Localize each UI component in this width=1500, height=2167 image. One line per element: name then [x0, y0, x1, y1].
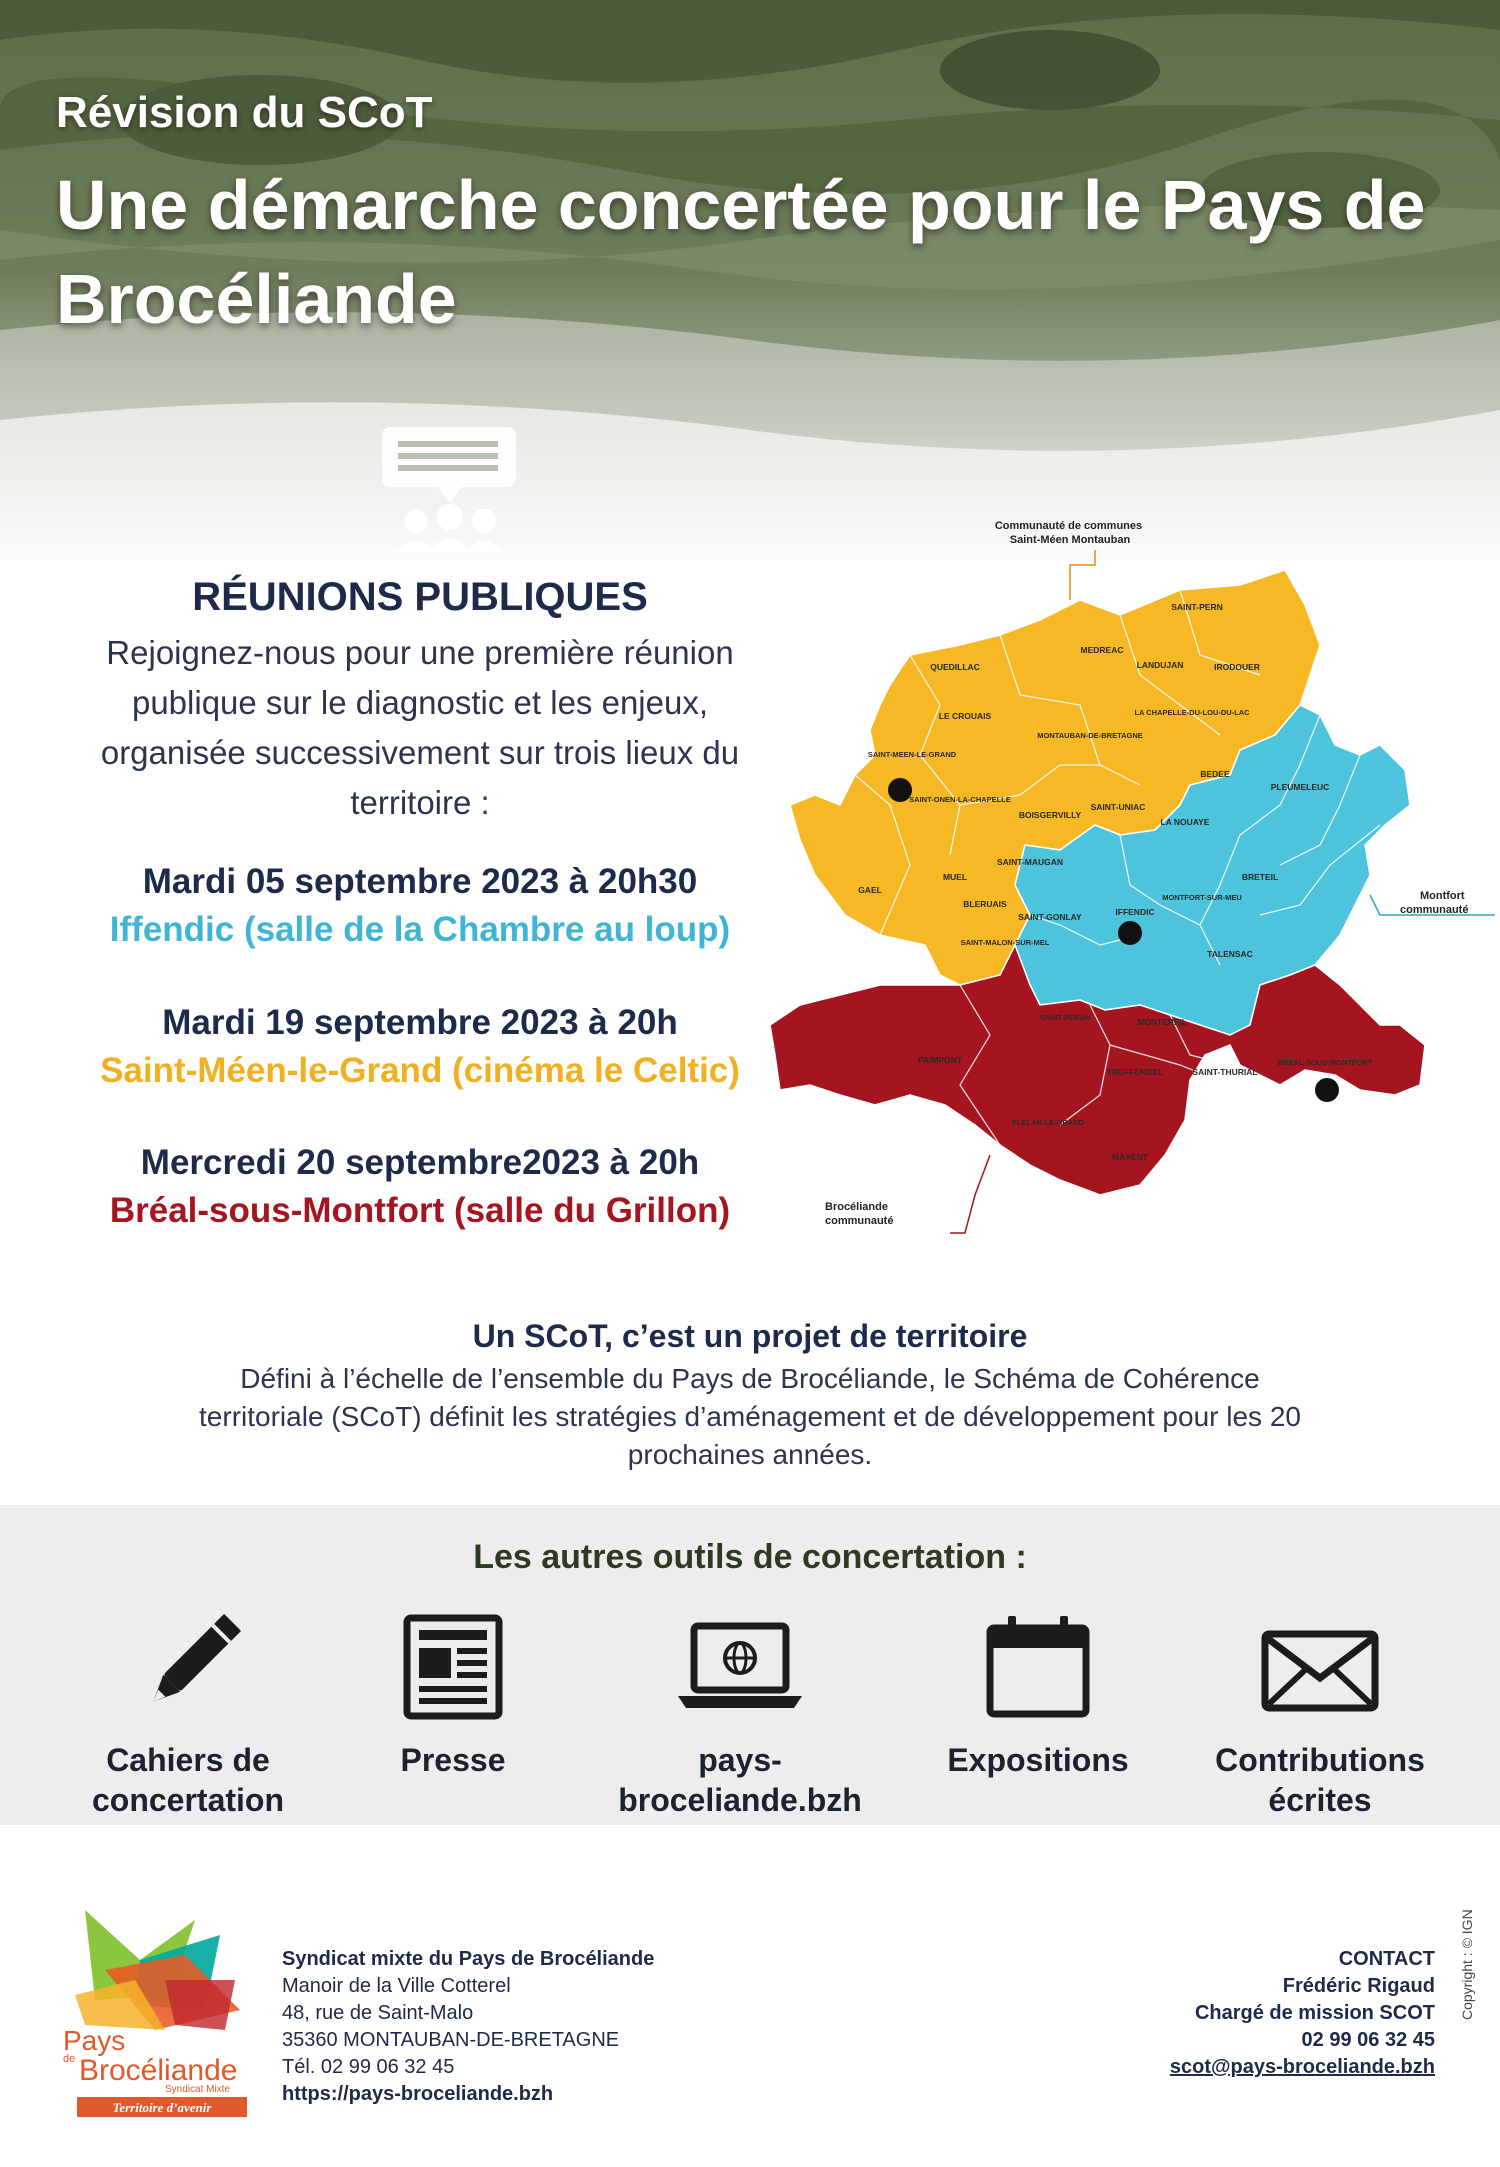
commune-label: QUEDILLAC: [930, 662, 980, 672]
commune-label: PLELAN-LE-GRAND: [1011, 1118, 1085, 1127]
contact-name: Frédéric Rigaud: [1282, 1975, 1435, 1997]
tool-website[interactable]: [600, 1612, 880, 1820]
commune-label: SAINT-ONEN-LA-CHAPELLE: [909, 795, 1011, 804]
org-phone: Tél. 02 99 06 32 45: [282, 2056, 455, 2078]
scot-text: Défini à l’échelle de l’ensemble du Pays de Brocéliande, le Schéma de Cohérence territoriale (SCoT) définit les stratégies d’aménagement et de développement pour les 20 prochaines années.: [199, 1363, 1301, 1470]
commune-label: BOISGERVILLY: [1018, 810, 1082, 820]
pays-broceliande-logo: [45, 1900, 275, 2122]
territory-map: [760, 505, 1500, 1260]
pencil-icon: [128, 1612, 248, 1722]
commune-label: BRETEIL: [1241, 872, 1279, 882]
commune-label: MONTERFIL: [1137, 1017, 1187, 1027]
page-title: Une démarche concertée pour le Pays de Brocéliande: [56, 166, 1426, 338]
contact-phone: 02 99 06 32 45: [1301, 2029, 1435, 2051]
commune-label: IFFENDIC: [1115, 907, 1155, 917]
commune-label: LE CROUAIS: [938, 711, 992, 721]
logo-text-syndicat: Syndicat Mixte: [165, 2084, 231, 2095]
event-2-place: Saint-Méen-le-Grand (cinéma le Celtic): [100, 1051, 740, 1090]
tools-heading: Les autres outils de concertation :: [473, 1538, 1027, 1576]
copyright-notice: Copyright : © IGN: [1459, 1909, 1475, 2020]
commune-label: LANDUJAN: [1136, 660, 1184, 670]
tool-presse: [313, 1612, 593, 1780]
commune-label: IRODOUER: [1214, 662, 1260, 672]
commune-label: SAINT-GONLAY: [1018, 912, 1082, 922]
map-marker-iffendic: [1118, 921, 1142, 945]
logo-banner: Territoire d’avenir: [112, 2100, 212, 2115]
map-marker-breal: [1315, 1078, 1339, 1102]
contact-block: [1000, 1946, 1435, 2081]
commune-label: SAINT-MEEN-LE-GRAND: [867, 750, 957, 759]
calendar-icon: [978, 1612, 1098, 1722]
commune-label: SAINT-THURIAL: [1192, 1067, 1258, 1077]
commune-label: BREAL-SOUS-MONTFORT: [1277, 1058, 1373, 1067]
commune-label: TREFFENDEL: [1106, 1067, 1164, 1077]
tool-label: Contributions écrites: [1215, 1742, 1425, 1818]
commune-label: MUEL: [942, 872, 968, 882]
commune-label: MAXENT: [1112, 1152, 1148, 1162]
commune-label: TALENSAC: [1207, 949, 1253, 959]
logo-text-de: de: [63, 2053, 76, 2065]
org-website-link[interactable]: https://pays-broceliande.bzh: [282, 2083, 554, 2105]
commune-label: LA NOUAYE: [1160, 817, 1210, 827]
organization-address: [282, 1946, 654, 2108]
map-label-south: Brocéliande communauté: [825, 1201, 894, 1227]
commune-label: MONTFORT-SUR-MEU: [1162, 893, 1242, 902]
commune-label: BEDEE: [1200, 769, 1230, 779]
commune-label: PAIMPONT: [917, 1055, 963, 1065]
tool-contributions: [1180, 1612, 1460, 1820]
commune-label: SAINT-MALON-SUR-MEL: [960, 938, 1050, 947]
meetings-intro: Rejoignez-nous pour une première réunion publique sur le diagnostic et les enjeux, organisée successivement sur trois lieux du territoire :: [100, 634, 740, 821]
tool-cahiers: [48, 1612, 328, 1820]
commune-label: SAINT-PERAN: [1039, 1013, 1091, 1022]
org-address-3: 35360 MONTAUBAN-DE-BRETAGNE: [282, 2029, 620, 2051]
tool-label: Cahiers de concertation: [91, 1742, 285, 1818]
logo-text-pays: Pays: [63, 2025, 126, 2056]
commune-label: MONTAUBAN-DE-BRETAGNE: [1037, 731, 1143, 740]
org-address-1: Manoir de la Ville Cotterel: [282, 1975, 511, 1997]
header-subtitle: Révision du SCoT: [56, 88, 433, 137]
contact-email-link[interactable]: scot@pays-broceliande.bzh: [1169, 2056, 1435, 2078]
commune-label: BLERUAIS: [963, 899, 1007, 909]
tool-expositions: [898, 1612, 1178, 1780]
org-name: Syndicat mixte du Pays de Brocéliande: [282, 1948, 655, 1970]
event-2-date: Mardi 19 septembre 2023 à 20h: [162, 1003, 678, 1042]
logo-text-broceliande: Brocéliande: [79, 2054, 238, 2087]
commune-label: SAINT-MAUGAN: [996, 857, 1064, 867]
contact-role: Chargé de mission SCOT: [1194, 2002, 1435, 2024]
laptop-globe-icon: [670, 1612, 810, 1722]
map-label-east: Montfort communauté: [1400, 890, 1469, 916]
event-1-place: Iffendic (salle de la Chambre au loup): [109, 910, 731, 949]
envelope-icon: [1255, 1612, 1385, 1722]
commune-label: SAINT-PERN: [1171, 602, 1223, 612]
tool-label: Presse: [400, 1742, 506, 1778]
meetings-heading: RÉUNIONS PUBLIQUES: [192, 575, 648, 619]
contact-heading: CONTACT: [1338, 1948, 1435, 1970]
commune-label: PLEUMELEUC: [1270, 782, 1330, 792]
commune-label: MEDREAC: [1080, 645, 1124, 655]
tool-label: Expositions: [947, 1742, 1129, 1778]
event-3-place: Bréal-sous-Montfort (salle du Grillon): [109, 1191, 731, 1230]
commune-label: LA CHAPELLE-DU-LOU-DU-LAC: [1134, 708, 1250, 717]
tool-label[interactable]: pays-broceliande.bzh: [618, 1742, 862, 1818]
event-3-date: Mercredi 20 septembre2023 à 20h: [140, 1143, 700, 1182]
event-1-date: Mardi 05 septembre 2023 à 20h30: [142, 862, 698, 901]
scot-title: Un SCoT, c’est un projet de territoire: [472, 1318, 1028, 1354]
map-label-north: Communauté de communes Saint-Méen Montauban: [994, 520, 1143, 546]
commune-label: SAINT-UNIAC: [1090, 802, 1146, 812]
meeting-speech-icon: [380, 425, 520, 555]
commune-label: GAEL: [858, 885, 882, 895]
org-address-2: 48, rue de Saint-Malo: [282, 2002, 474, 2024]
newspaper-icon: [393, 1612, 513, 1722]
